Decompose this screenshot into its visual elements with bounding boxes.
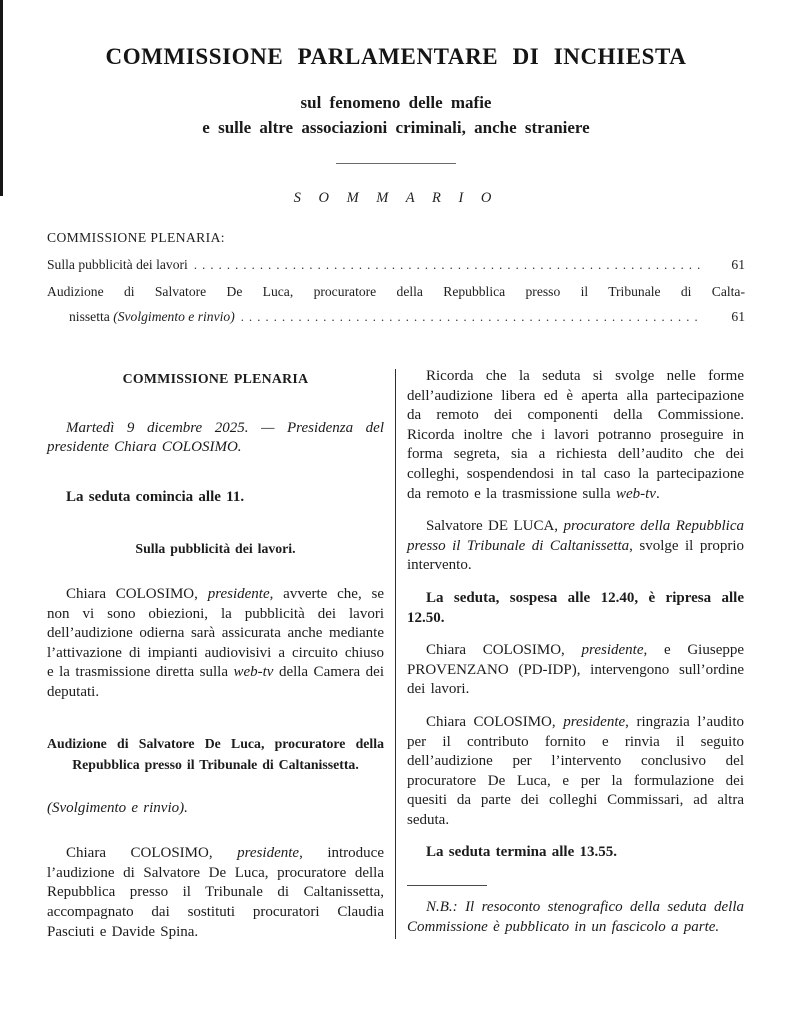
column-divider-rule <box>395 369 396 939</box>
paragraph-colosimo-avverte: Chiara COLOSIMO, presidente, avverte che, se non vi sono obiezioni, la pubblicità dei lavori dell’audizione odierna sarà assicurata anche mediante l’attivazione di impianti audiovisivi a circuito chiuso e la trasmissione diretta sulla web-tv della Camera dei deputati. <box>47 585 384 700</box>
toc-entry-audizione <box>47 282 745 327</box>
dot-leader <box>194 255 703 275</box>
page-subtitle <box>0 90 792 140</box>
footnote-rule <box>407 885 487 886</box>
subtitle-line-1: sul fenomeno delle mafie <box>300 93 492 112</box>
page-title: COMMISSIONE PARLAMENTARE DI INCHIESTA <box>105 44 687 69</box>
heading-audizione-de-luca: Audizione di Salvatore De Luca, procuratore della Repubblica presso il Tribunale di Caltanissetta. <box>47 735 384 772</box>
document-body <box>47 367 745 955</box>
paragraph-svolgimento-rinvio: (Svolgimento e rinvio). <box>47 799 188 816</box>
paragraph-de-luca-intervento: Salvatore DE LUCA, procuratore della Repubblica presso il Tribunale di Caltanissetta, svolge il proprio intervento. <box>407 518 745 574</box>
paragraph-seduta-termina: La seduta termina alle 13.55. <box>426 844 617 861</box>
toc-section-label: COMMISSIONE PLENARIA: <box>47 230 225 245</box>
scan-edge-artifact <box>0 0 3 196</box>
dot-leader <box>241 307 703 327</box>
table-of-contents <box>47 228 745 327</box>
paragraph-ricorda-seduta: Ricorda che la seduta si svolge nelle forme dell’audizione libera ed è aperta alla partecipazione da remoto dei componenti della Commissione. Ricorda inoltre che i lavori potranno proseguire in forma segreta, sia a richiesta dell’audito che dei colleghi, sospendendosi in tal caso la partecipazione da remoto e la trasmissione sulla web-tv. <box>407 368 744 502</box>
toc-page-number: 61 <box>731 257 745 272</box>
paragraph-colosimo-ringrazia: Chiara COLOSIMO, presidente, ringrazia l’audito per il contributo fornito e rinvia il seguito dell’audizione per l’intervento conclusivo del procuratore De Luca, e per la formulazione dei quesiti da parte dei colleghi Commissari, ad altra seduta. <box>407 713 744 828</box>
toc-entry-plain-text: nissetta <box>69 309 114 324</box>
left-column <box>47 367 384 955</box>
subheading-pubblicita-lavori: Sulla pubblicità dei lavori. <box>135 541 296 557</box>
toc-entry-italic-text: (Svolgimento e rinvio) <box>113 309 235 324</box>
toc-entry-label: Sulla pubblicità dei lavori <box>47 257 188 272</box>
paragraph-session-date: Martedì 9 dicembre 2025. — Presidenza del presidente Chiara COLOSIMO. <box>47 419 384 456</box>
document-header <box>0 0 792 207</box>
toc-entry-line-2 <box>47 307 745 327</box>
header-rule <box>336 163 456 164</box>
sommario-heading: S O M M A R I O <box>293 190 499 206</box>
paragraph-colosimo-introduce: Chiara COLOSIMO, presidente, introduce l’audizione di Salvatore De Luca, procuratore della Repubblica presso il Tribunale di Caltanissetta, accompagnato dai sostituti procuratori Claudia Pasciuti e Davide Spina. <box>47 845 384 940</box>
footnote-nb: N.B.: Il resoconto stenografico della seduta della Commissione è pubblicato in un fascicolo a parte. <box>407 899 744 935</box>
subtitle-line-2: e sulle altre associazioni criminali, anche straniere <box>202 118 590 137</box>
toc-entry-label-continued <box>69 307 235 327</box>
paragraph-seduta-sospesa: La seduta, sospesa alle 12.40, è ripresa alle 12.50. <box>407 589 744 626</box>
paragraph-session-start: La seduta comincia alle 11. <box>66 488 245 505</box>
paragraph-ordine-lavori: Chiara COLOSIMO, presidente, e Giuseppe PROVENZANO (PD-IDP), intervengono sull’ordine dei lavori. <box>407 642 745 698</box>
column-heading-plenaria: COMMISSIONE PLENARIA <box>122 371 309 386</box>
toc-entry-line-1: Audizione di Salvatore De Luca, procuratore della Repubblica presso il Tribunale di Calta- <box>47 284 745 299</box>
toc-page-number: 61 <box>731 309 745 324</box>
right-column <box>407 367 744 955</box>
toc-entry-pubblicita <box>47 255 745 275</box>
